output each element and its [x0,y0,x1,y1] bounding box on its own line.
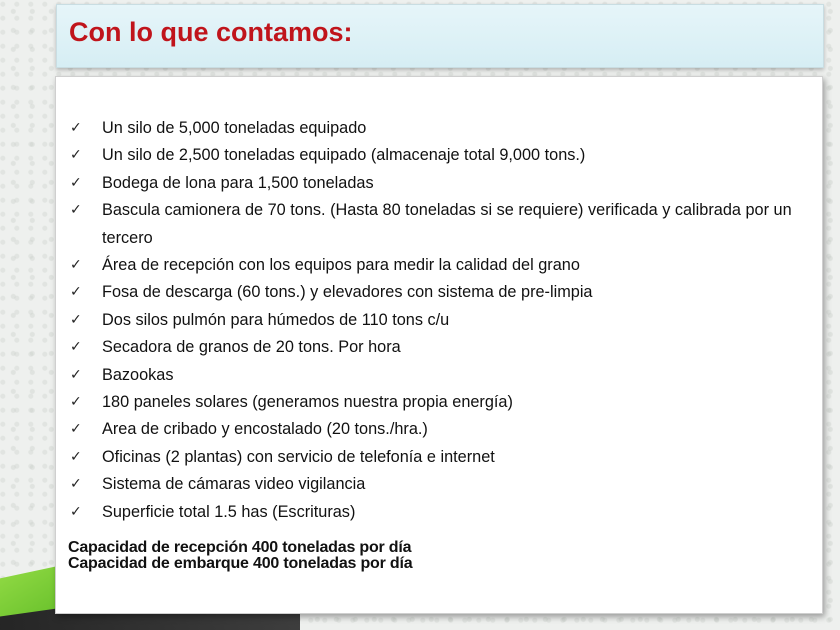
check-icon: ✓ [70,421,82,438]
check-icon: ✓ [70,366,82,383]
check-icon: ✓ [70,202,82,219]
list-item-text: Bazookas [102,365,174,384]
list-item-text: Area de cribado y encostalado (20 tons./hra.) [102,420,428,439]
list-item [56,334,822,361]
check-icon: ✓ [70,311,82,328]
list-item-text: Secadora de granos de 20 tons. Por hora [102,338,401,357]
list-item-text: Sistema de cámaras video vigilancia [102,475,366,494]
facilities-list [56,115,822,526]
list-item-text: Bascula camionera de 70 tons. (Hasta 80 toneladas si se requiere) verificada y calibrada por un tercero [102,201,792,247]
list-item [56,197,822,252]
list-item-text: Un silo de 5,000 toneladas equipado [102,119,367,137]
check-icon: ✓ [70,257,82,274]
check-icon: ✓ [70,394,82,411]
reception-capacity: Capacidad de recepción 400 toneladas por día [68,539,412,556]
list-item [56,252,822,279]
check-icon: ✓ [70,284,82,301]
list-item-text: Un silo de 2,500 toneladas equipado (almacenaje total 9,000 tons.) [102,146,586,165]
list-item [56,362,822,389]
check-icon: ✓ [70,503,82,520]
list-item [56,416,822,443]
list-item [56,499,822,526]
check-icon: ✓ [70,147,82,164]
list-item [56,170,822,197]
list-item-text: Dos silos pulmón para húmedos de 110 tons c/u [102,310,450,329]
list-item-text: Superficie total 1.5 has (Escrituras) [102,502,356,521]
title-bar [56,4,824,68]
shipping-capacity: Capacidad de embarque 400 toneladas por día [68,555,413,572]
list-item [56,115,822,142]
content-panel [55,76,823,614]
list-item [56,444,822,471]
page-title: Con lo que contamos: [69,17,353,47]
list-item [56,471,822,498]
list-item-text: Área de recepción con los equipos para medir la calidad del grano [102,256,580,275]
list-item-text: Fosa de descarga (60 tons.) y elevadores con sistema de pre-limpia [102,283,593,302]
list-item-text: Bodega de lona para 1,500 toneladas [102,173,374,192]
check-icon: ✓ [70,174,82,191]
list-item [56,142,822,169]
check-icon: ✓ [70,120,82,136]
check-icon: ✓ [70,448,82,465]
check-icon: ✓ [70,339,82,356]
list-item [56,279,822,306]
list-item [56,307,822,334]
capacity-summary [68,540,808,572]
list-item-text: Oficinas (2 plantas) con servicio de telefonía e internet [102,447,495,466]
list-item-text: 180 paneles solares (generamos nuestra propia energía) [102,393,513,412]
list-item [56,389,822,416]
check-icon: ✓ [70,476,82,493]
